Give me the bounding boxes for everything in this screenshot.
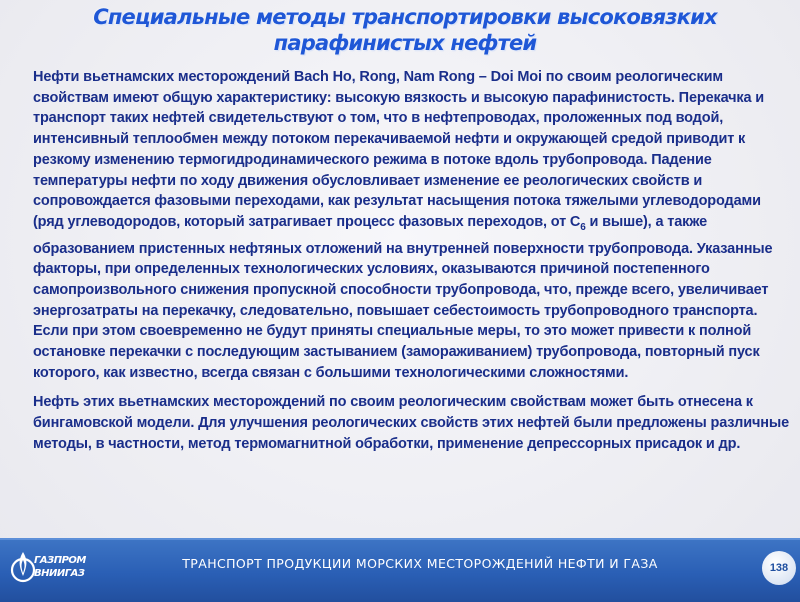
- slide-body: [33, 67, 793, 455]
- page-number-badge: 138: [762, 551, 796, 585]
- body-paragraph-2: Нефть этих вьетнамских месторождений по своим реологическим свойствам может быть отнесена к бингамовской модели. Для улучшения реологических свойств этих нефтей были предложены различные методы, в частности, метод термомагнитной обработки, применение депрессорных присадок и др.: [33, 394, 790, 452]
- logo-text-line-2: ВНИИГАЗ: [34, 568, 85, 579]
- logo-text-line-1: ГАЗПРОМ: [34, 555, 86, 566]
- title-line-2: парафинистых нефтей: [273, 31, 537, 55]
- footer-caption: ТРАНСПОРТ ПРОДУКЦИИ МОРСКИХ МЕСТОРОЖДЕНИЙ НЕФТИ И ГАЗА: [182, 556, 658, 571]
- company-logo: [10, 546, 86, 590]
- carbon-subscript: 6: [580, 221, 586, 233]
- body-paragraph-1: [33, 67, 793, 383]
- gazprom-flame-icon: [10, 546, 36, 590]
- footer-bar: [0, 538, 800, 602]
- paragraph-1-text: Нефти вьетнамских месторождений Bach Ho, Rong, Nam Rong – Doi Moi по своим реологическим свойствам имеют общую характеристику: высокую вязкость и высокую парафинистость. Перекачка и транспорт таких нефтей свидетельствуют о том, что в нефтепроводах, проложенных под водой, интенсивный теплообмен между потоком перекачиваемой нефти и окружающей средой приводит к резкому изменению термогидродинамического режима в потоке вдоль трубопровода. Падение температуры нефти по ходу движения обусловливает изменение ее реологических свойств и сопровождается фазовыми переходами, как результат насыщения потока тяжелыми углеводородами (ряд углеводородов, который затрагивает процесс фазовых переходов, от С: [33, 69, 765, 230]
- title-line-1: Специальные методы транспортировки высоковязких: [93, 5, 717, 29]
- slide-title: [40, 4, 770, 56]
- paragraph-1-text-continued: и выше), а также образованием пристенных нефтяных отложений на внутренней поверхности трубопровода. Указанные факторы, при определенных технологических условиях, оказываются причиной постепенного самопроизвольного снижения пропускной способности трубопровода, что, прежде всего, увеличивает энергозатраты на перекачку, следовательно, повышает себестоимость трубопроводного транспорта. Если при этом своевременно не будут приняты специальные меры, то это может привести к полной остановке перекачки с последующим застыванием (замораживанием) трубопровода, повторный пуск которого, как известно, всегда связан с большими технологическими сложностями.: [33, 213, 773, 381]
